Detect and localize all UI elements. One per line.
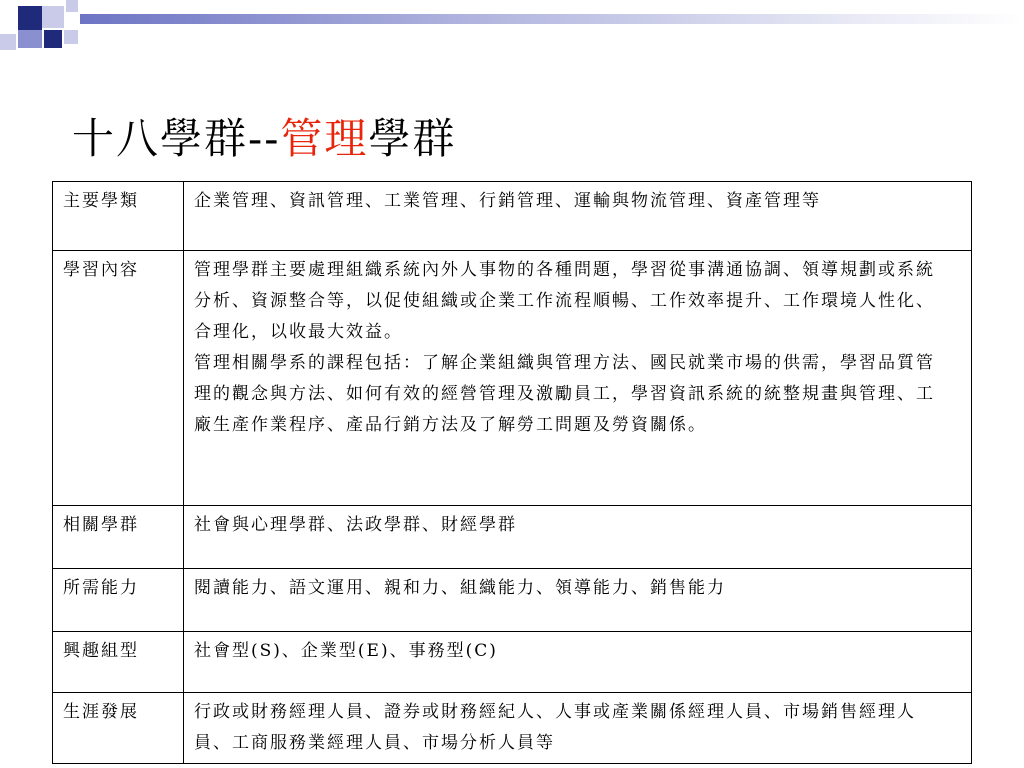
row-text: 閱讀能力、語文運用、親和力、組織能力、領導能力、銷售能力 — [194, 578, 726, 598]
header-gradient-bar — [80, 14, 1024, 24]
corner-decoration — [0, 0, 80, 60]
table-row — [53, 693, 972, 764]
row-label: 所需能力 — [53, 569, 184, 632]
row-label: 興趣組型 — [53, 632, 184, 693]
decor-square — [44, 30, 62, 48]
row-text: 管理學群主要處理組織系統內外人事物的各種問題，學習從事溝通協調、領導規劃或系統分析、資源整合等，以促使組織或企業工作流程順暢、工作效率提升、工作環境人性化、合理化，以收最大效益。 — [194, 260, 935, 342]
row-label: 學習內容 — [53, 251, 184, 506]
table-row — [53, 182, 972, 251]
row-value — [184, 632, 972, 693]
row-label: 主要學類 — [53, 182, 184, 251]
row-value — [184, 569, 972, 632]
decor-square — [0, 34, 16, 50]
slide-title — [72, 106, 456, 166]
row-value — [184, 693, 972, 764]
row-label: 相關學群 — [53, 506, 184, 569]
table-row — [53, 569, 972, 632]
info-table — [52, 181, 972, 764]
title-accent: 管理 — [280, 114, 369, 163]
row-value — [184, 506, 972, 569]
title-prefix: 十八學群-- — [72, 114, 281, 163]
row-text: 管理相關學系的課程包括：了解企業組織與管理方法、國民就業市場的供需，學習品質管理的觀念與方法、如何有效的經營管理及激勵員工，學習資訊系統的統整規畫與管理、工廠生產作業程序、產品行銷方法及了解勞工問題及勞資關係。 — [194, 353, 935, 435]
row-value — [184, 182, 972, 251]
row-text: 行政或財務經理人員、證券或財務經紀人、人事或產業關係經理人員、市場銷售經理人員、工商服務業經理人員、市場分析人員等 — [194, 702, 916, 753]
decor-square — [18, 6, 42, 30]
title-suffix: 學群 — [368, 114, 457, 163]
row-text: 企業管理、資訊管理、工業管理、行銷管理、運輸與物流管理、資產管理等 — [194, 191, 821, 211]
table-row — [53, 506, 972, 569]
decor-square — [42, 6, 64, 28]
row-text: 社會型(S)、企業型(E)、事務型(C) — [194, 641, 498, 661]
decor-square — [64, 30, 78, 44]
row-text: 社會與心理學群、法政學群、財經學群 — [194, 515, 517, 535]
table-row — [53, 251, 972, 506]
row-label: 生涯發展 — [53, 693, 184, 764]
decor-square — [66, 0, 78, 12]
table-row — [53, 632, 972, 693]
row-value — [184, 251, 972, 506]
decor-square — [18, 30, 42, 48]
